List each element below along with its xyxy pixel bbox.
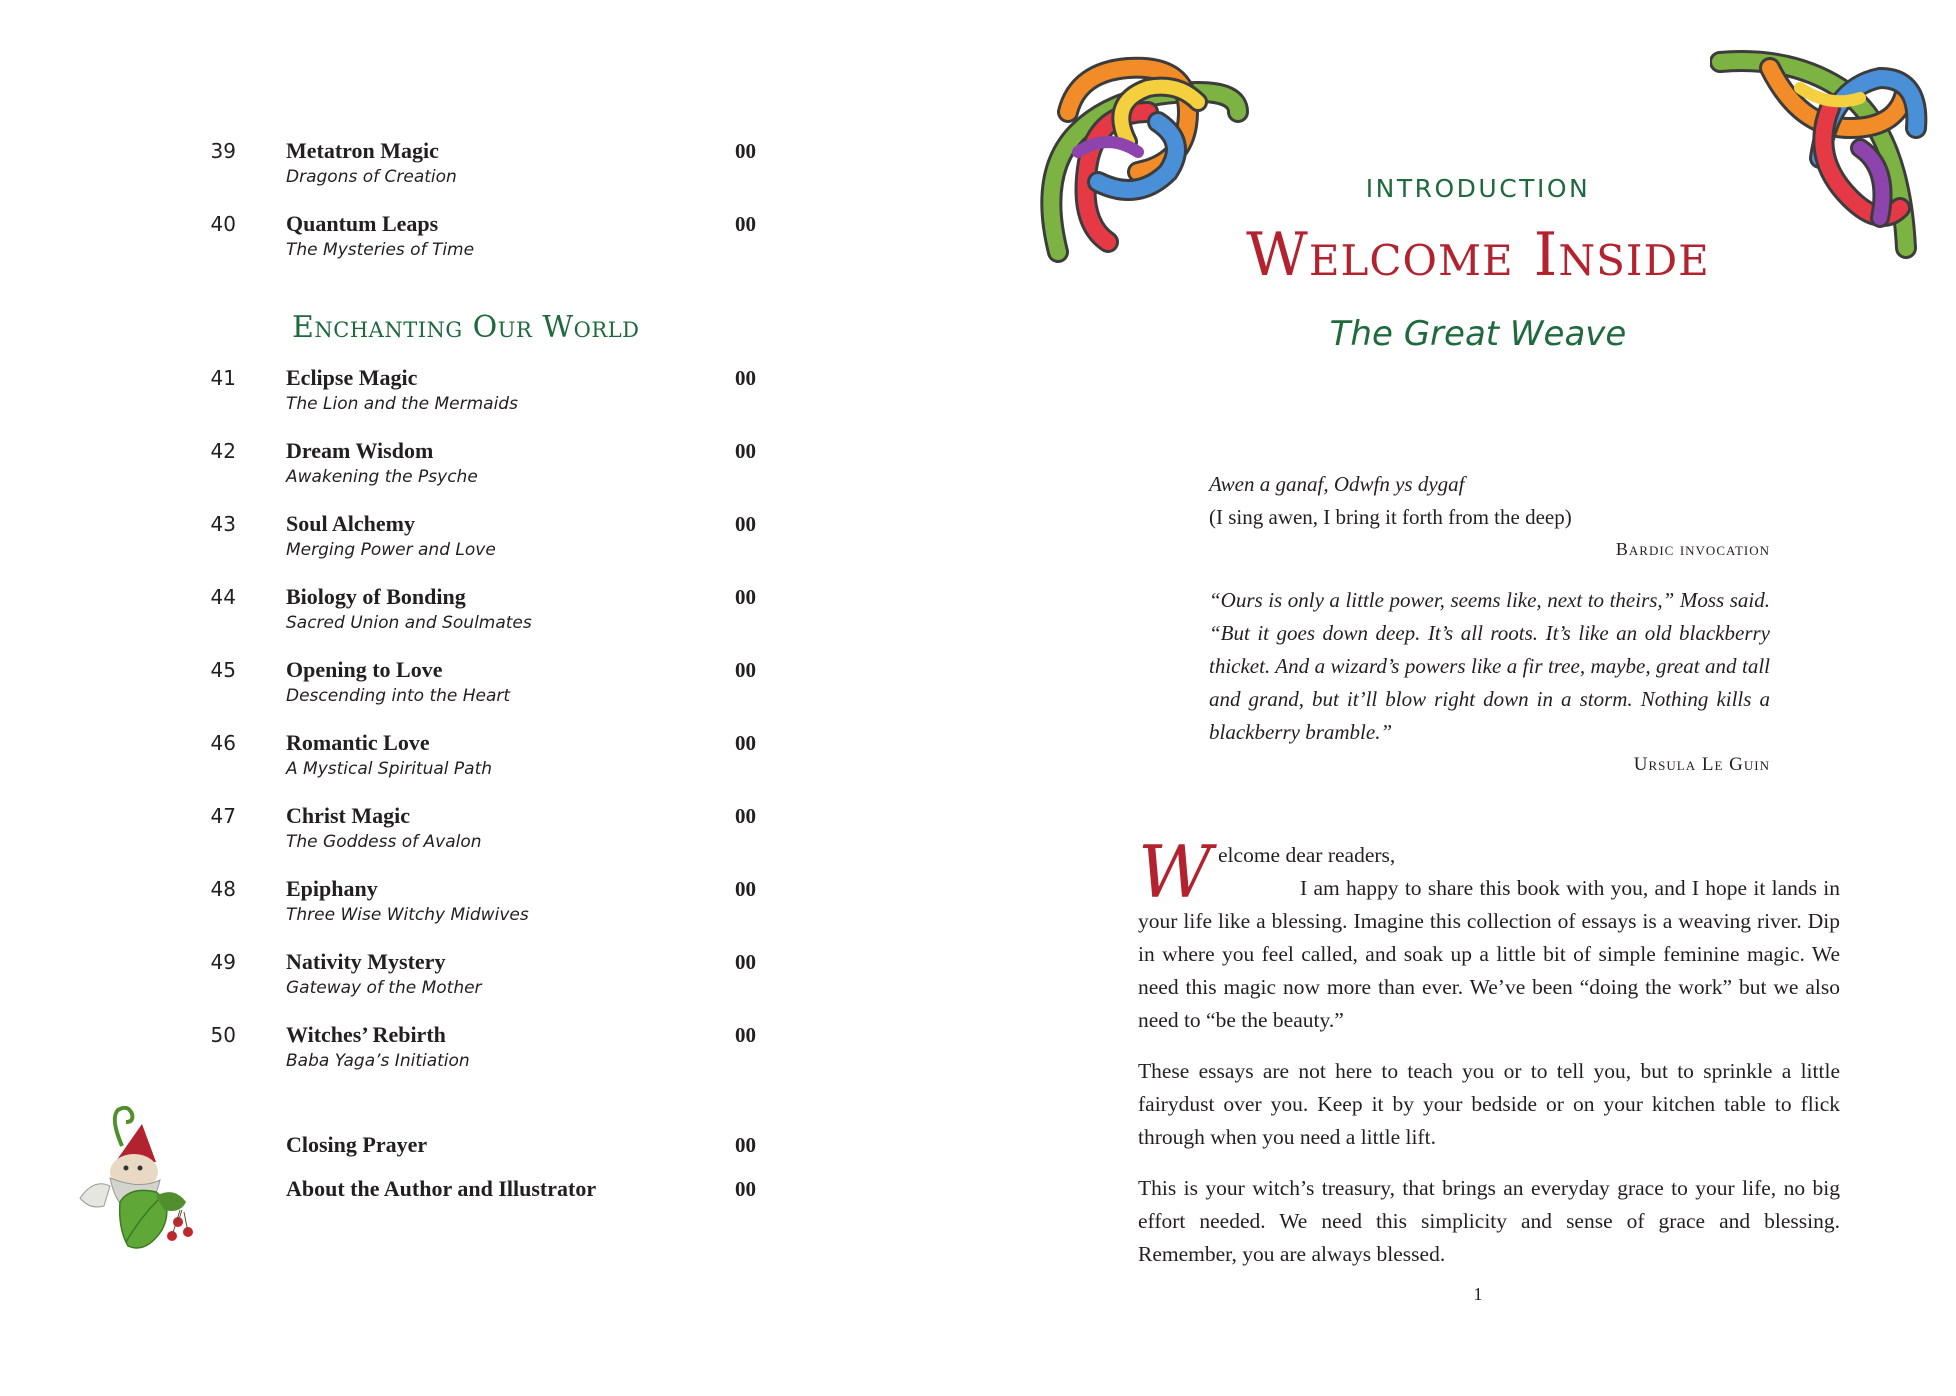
toc-subtitle: Dragons of Creation <box>286 167 457 187</box>
intro-title: Welcome Inside <box>1246 220 1710 290</box>
toc-subtitle: Merging Power and Love <box>286 540 496 560</box>
toc-page-number: 00 <box>735 512 756 536</box>
gnome-illustration-icon <box>70 1106 204 1256</box>
toc-number: 44 <box>210 585 236 609</box>
toc-page-number: 00 <box>735 877 756 901</box>
toc-entry-45[interactable] <box>0 657 978 717</box>
toc-section-heading: Enchanting Our World <box>292 310 640 345</box>
greeting-line: elcome dear readers, <box>1218 843 1396 867</box>
toc-title: About the Author and Illustrator <box>286 1176 597 1201</box>
intro-subtitle: The Great Weave <box>1329 314 1627 354</box>
epigraph-attribution: Ursula Le Guin <box>1633 754 1770 775</box>
toc-number: 50 <box>210 1023 236 1047</box>
toc-page-number: 00 <box>735 804 756 828</box>
toc-page-number: 00 <box>735 1177 756 1201</box>
toc-subtitle: Awakening the Psyche <box>286 467 478 487</box>
page-number: 1 <box>1473 1284 1483 1304</box>
toc-entry-40[interactable] <box>0 211 978 271</box>
toc-entry-39[interactable] <box>0 138 978 198</box>
toc-subtitle: The Goddess of Avalon <box>286 832 482 852</box>
intro-label: INTRODUCTION <box>1365 174 1591 203</box>
toc-entry-50[interactable] <box>0 1022 978 1082</box>
right-page <box>978 0 1956 1396</box>
toc-subtitle: Descending into the Heart <box>286 686 511 706</box>
toc-title: Biology of Bonding <box>286 584 466 609</box>
toc-subtitle: Sacred Union and Soulmates <box>286 613 532 633</box>
toc-page-number: 00 <box>735 366 756 390</box>
toc-page-number: 00 <box>735 1023 756 1047</box>
toc-page-number: 00 <box>735 731 756 755</box>
toc-entry-48[interactable] <box>0 876 978 936</box>
toc-entry-46[interactable] <box>0 730 978 790</box>
paragraph-text-span: I am happy to share this book with you, and I hope it lands in your life like a blessing. Imagine this collection of essays is a weaving river. Dip in where you feel called, and soak up a little bit of simple feminine magic. We need this magic now more than ever. We’ve been “doing the work” but we also need to “be the beauty.” <box>1138 876 1840 1032</box>
toc-title: Closing Prayer <box>286 1132 428 1157</box>
toc-title: Eclipse Magic <box>286 365 418 390</box>
epigraph-quote: “Ours is only a little power, seems like, next to theirs,” Moss said. “But it goes down deep. It’s all roots. It’s like an old blackberry thicket. And a wizard’s powers like a fir tree, maybe, great and tall and grand, but it’ll blow right down in a storm. Nothing kills a blackberry bramble.” <box>1209 588 1770 744</box>
toc-number: 41 <box>210 366 236 390</box>
drop-cap: W <box>1138 830 1213 914</box>
body-paragraph <box>1138 830 1840 1037</box>
epigraph-translation: (I sing awen, I bring it forth from the deep) <box>1209 505 1572 529</box>
toc-entry-42[interactable] <box>0 438 978 498</box>
toc-entry-41[interactable] <box>0 365 978 425</box>
toc-title: Nativity Mystery <box>286 949 446 974</box>
body-paragraph: These essays are not here to teach you or to tell you, but to sprinkle a little fairydust over you. Keep it by your bedside or on your kitchen table to flick through when you need a little lift. <box>1138 1059 1840 1149</box>
toc-number: 48 <box>210 877 236 901</box>
toc-page-number: 00 <box>735 950 756 974</box>
toc-page-number: 00 <box>735 585 756 609</box>
toc-number: 39 <box>210 139 236 163</box>
toc-page-number: 00 <box>735 658 756 682</box>
toc-number: 45 <box>210 658 236 682</box>
toc-entry-47[interactable] <box>0 803 978 863</box>
toc-number: 40 <box>210 212 236 236</box>
toc-subtitle: The Lion and the Mermaids <box>286 394 518 414</box>
epigraph-attribution: Bardic invocation <box>1615 539 1770 559</box>
toc-number: 43 <box>210 512 236 536</box>
toc-number: 42 <box>210 439 236 463</box>
toc-entry-43[interactable] <box>0 511 978 571</box>
toc-title: Witches’ Rebirth <box>286 1022 446 1047</box>
epigraph-line: Awen a ganaf, Odwfn ys dygaf <box>1209 472 1465 496</box>
paragraph-text <box>1138 872 1840 1037</box>
toc-number: 49 <box>210 950 236 974</box>
toc-title: Romantic Love <box>286 730 430 755</box>
toc-subtitle: Baba Yaga’s Initiation <box>286 1051 470 1071</box>
toc-page-number: 00 <box>735 439 756 463</box>
toc-page-number: 00 <box>735 1133 756 1157</box>
body-paragraph: This is your witch’s treasury, that brings an everyday grace to your life, no big effort needed. We need this simplicity and sense of grace and blessing. Remember, you are always blessed. <box>1138 1176 1840 1266</box>
toc-title: Christ Magic <box>286 803 411 828</box>
toc-title: Dream Wisdom <box>286 438 434 463</box>
toc-entry-44[interactable] <box>0 584 978 644</box>
toc-number: 46 <box>210 731 236 755</box>
toc-page-number: 00 <box>735 212 756 236</box>
toc-subtitle: The Mysteries of Time <box>286 240 475 260</box>
toc-title: Epiphany <box>286 876 378 901</box>
toc-title: Quantum Leaps <box>286 211 439 236</box>
toc-subtitle: Gateway of the Mother <box>286 978 482 998</box>
toc-entry-49[interactable] <box>0 949 978 1009</box>
toc-subtitle: Three Wise Witchy Midwives <box>286 905 529 925</box>
toc-title: Metatron Magic <box>286 138 439 163</box>
toc-page-number: 00 <box>735 139 756 163</box>
toc-subtitle: A Mystical Spiritual Path <box>286 759 493 779</box>
toc-number: 47 <box>210 804 236 828</box>
toc-title: Opening to Love <box>286 657 443 682</box>
toc-title: Soul Alchemy <box>286 511 415 536</box>
